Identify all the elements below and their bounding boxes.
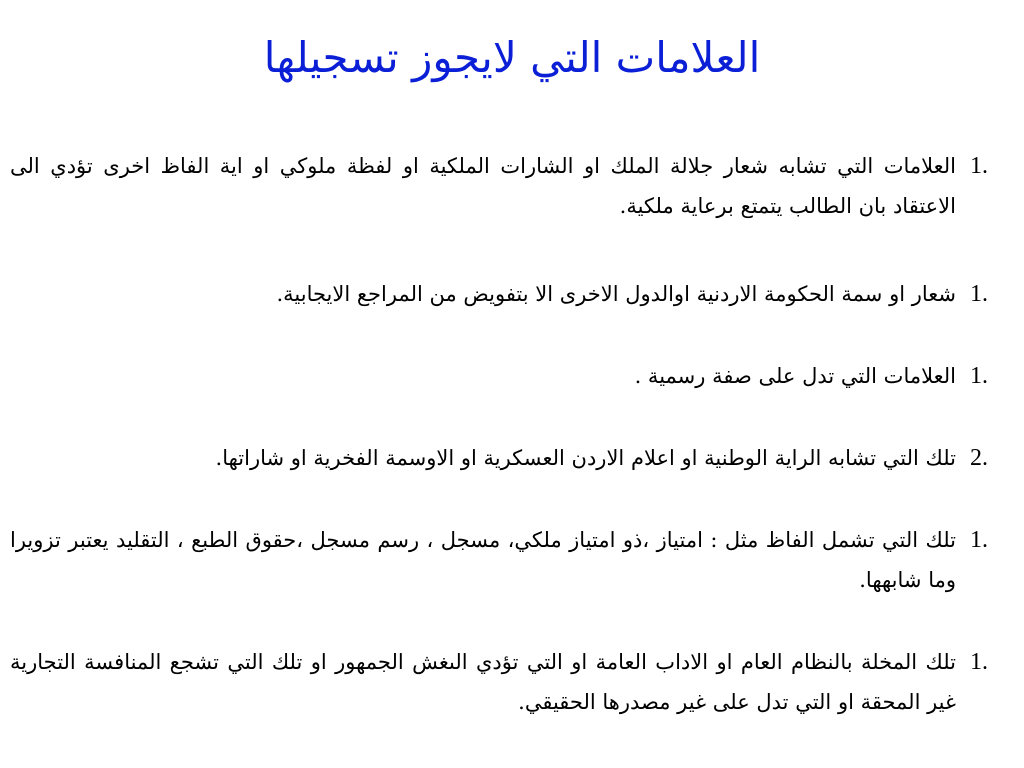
list-item-text: العلامات التي تدل على صفة رسمية . [634, 364, 956, 388]
list-item [0, 642, 1024, 722]
list-item [0, 520, 1024, 600]
list-item-number: 2. [970, 445, 988, 471]
list-item [0, 146, 1024, 226]
restrictions-list [0, 146, 1024, 722]
list-item [0, 356, 1024, 396]
list-item-text: شعار او سمة الحكومة الاردنية اوالدول الاخرى الا بتفويض من المراجع الايجابية. [276, 282, 956, 306]
list-item-text: تلك المخلة بالنظام العام او الاداب العامة او التي تؤدي الىغش الجمهور او تلك التي تشجع المنافسة التجارية غير المحقة او التي تدل على غير مصدرها الحقيقي. [10, 650, 956, 714]
list-item-number: 1. [970, 281, 988, 307]
list-item-text: تلك التي تشابه الراية الوطنية او اعلام الاردن العسكرية او الاوسمة الفخرية او شاراتها. [215, 446, 956, 470]
list-item-text: العلامات التي تشابه شعار جلالة الملك او الشارات الملكية او لفظة ملوكي او اية الفاظ اخرى تؤدي الى الاعتقاد بان الطالب يتمتع برعاية ملكية. [10, 154, 957, 218]
list-item-text: تلك التي تشمل الفاظ مثل : امتياز ،ذو امتياز ملكي، مسجل ، رسم مسجل ،حقوق الطبع ، التقليد يعتبر تزويرا وما شابهها. [10, 528, 956, 592]
list-item [0, 438, 1024, 478]
list-item-number: 1. [970, 153, 988, 179]
slide-title: العلامات التي لايجوز تسجيلها [263, 33, 761, 82]
list-item-number: 1. [970, 527, 988, 553]
list-item-number: 1. [970, 363, 988, 389]
list-item [0, 274, 1024, 314]
list-item-number: 1. [970, 649, 988, 675]
